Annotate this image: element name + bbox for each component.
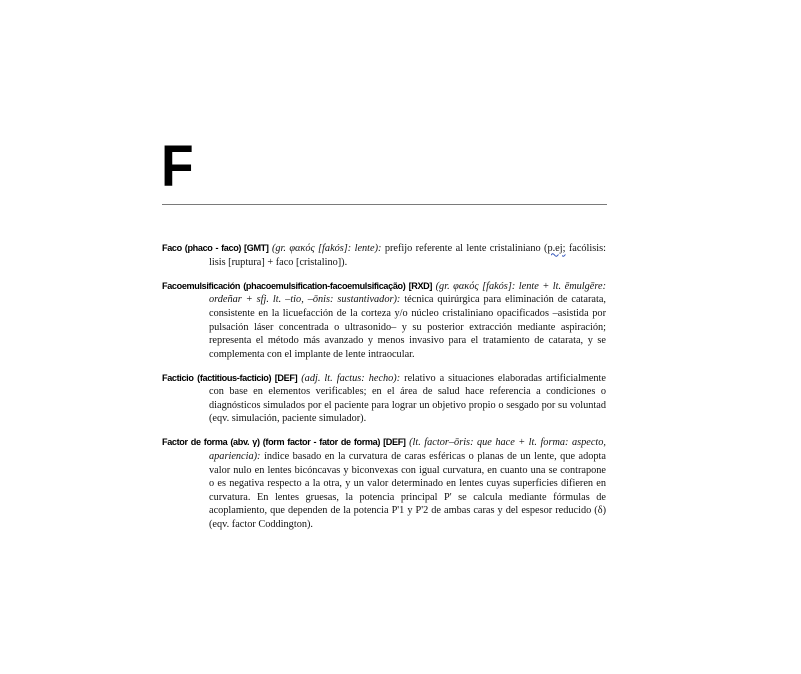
entry-headword: Factor de forma (abv. γ) (form factor - fator de forma) [DEF] [162, 437, 406, 448]
entry-etymology: (adj. lt. factus: hecho): [301, 372, 401, 384]
entry-etymology: (gr. φακός [fakós]: lente + lt. ēmulgēre: ordeñar + sfj. lt. –tio, –ōnis: sustantivador): [209, 280, 606, 306]
entry-definition: técnica quirúrgica para eliminación de catarata, consistente en la licuefacción de la corteza y/o núcleo cristaliniano opacificados –asistida por pulsación láser concentrada o ultrasonido– y su posterior extracción mediante aspiración; representa el método más avanzado y menos invasivo para el tratamiento de catarata, y se complementa con el implante de lente intraocular. [209, 294, 606, 360]
entry-headword: Facoemulsificación (phacoemulsification-facoemulsificação) [RXD] [162, 280, 433, 291]
glossary-entry-factor-de-forma [162, 436, 606, 531]
entry-etymology: (gr. φακός [fakós]: lente): [271, 243, 382, 255]
entry-definition-start: prefijo referente al lente cristaliniano ( [384, 243, 548, 255]
entry-definition-end: facólisis: lisis [ruptura] + faco [cristalino]). [209, 243, 607, 268]
section-letter: F [161, 134, 194, 199]
entry-definition: índice basado en la curvatura de caras esféricas o planas de un lente, que adopta valor nulo en lentes bicóncavas y biconvexas con igual curvatura, en cuanto una se contrapone o es negativa respecto a la otra, y un valor determinado en lentes cuyas superficies difieren en curvatura. En lentes gruesas, la potencia principal P' se calcula mediante fórmulas de acoplamiento, que dependen de la potencia P'1 y P'2 de ambas caras y del espesor reducido (δ) (eqv. factor Coddington). [209, 450, 606, 530]
glossary-entries [162, 232, 606, 533]
entry-definition: relativo a situaciones elaboradas artificialmente con base en elementos verificables; en el área de salud hace referencia a condiciones o diagnósticos simulados por el paciente para lograr un objetivo propio o sesgado por su voluntad (eqv. simulación, paciente simulador). [209, 372, 606, 425]
section-divider [162, 204, 607, 205]
glossary-entry-faco [162, 242, 606, 269]
entry-abbreviation: p.ej; [547, 243, 566, 255]
entry-headword: Faco (phaco - faco) [GMT] [162, 243, 269, 254]
glossary-entry-facoemulsificacion [162, 280, 606, 362]
entry-etymology: (lt. factor–ōris: que hace + lt. forma: aspecto, apariencia): [209, 437, 606, 462]
glossary-entry-facticio [162, 372, 606, 426]
entry-headword: Facticio (factitious-facticio) [DEF] [162, 372, 298, 383]
